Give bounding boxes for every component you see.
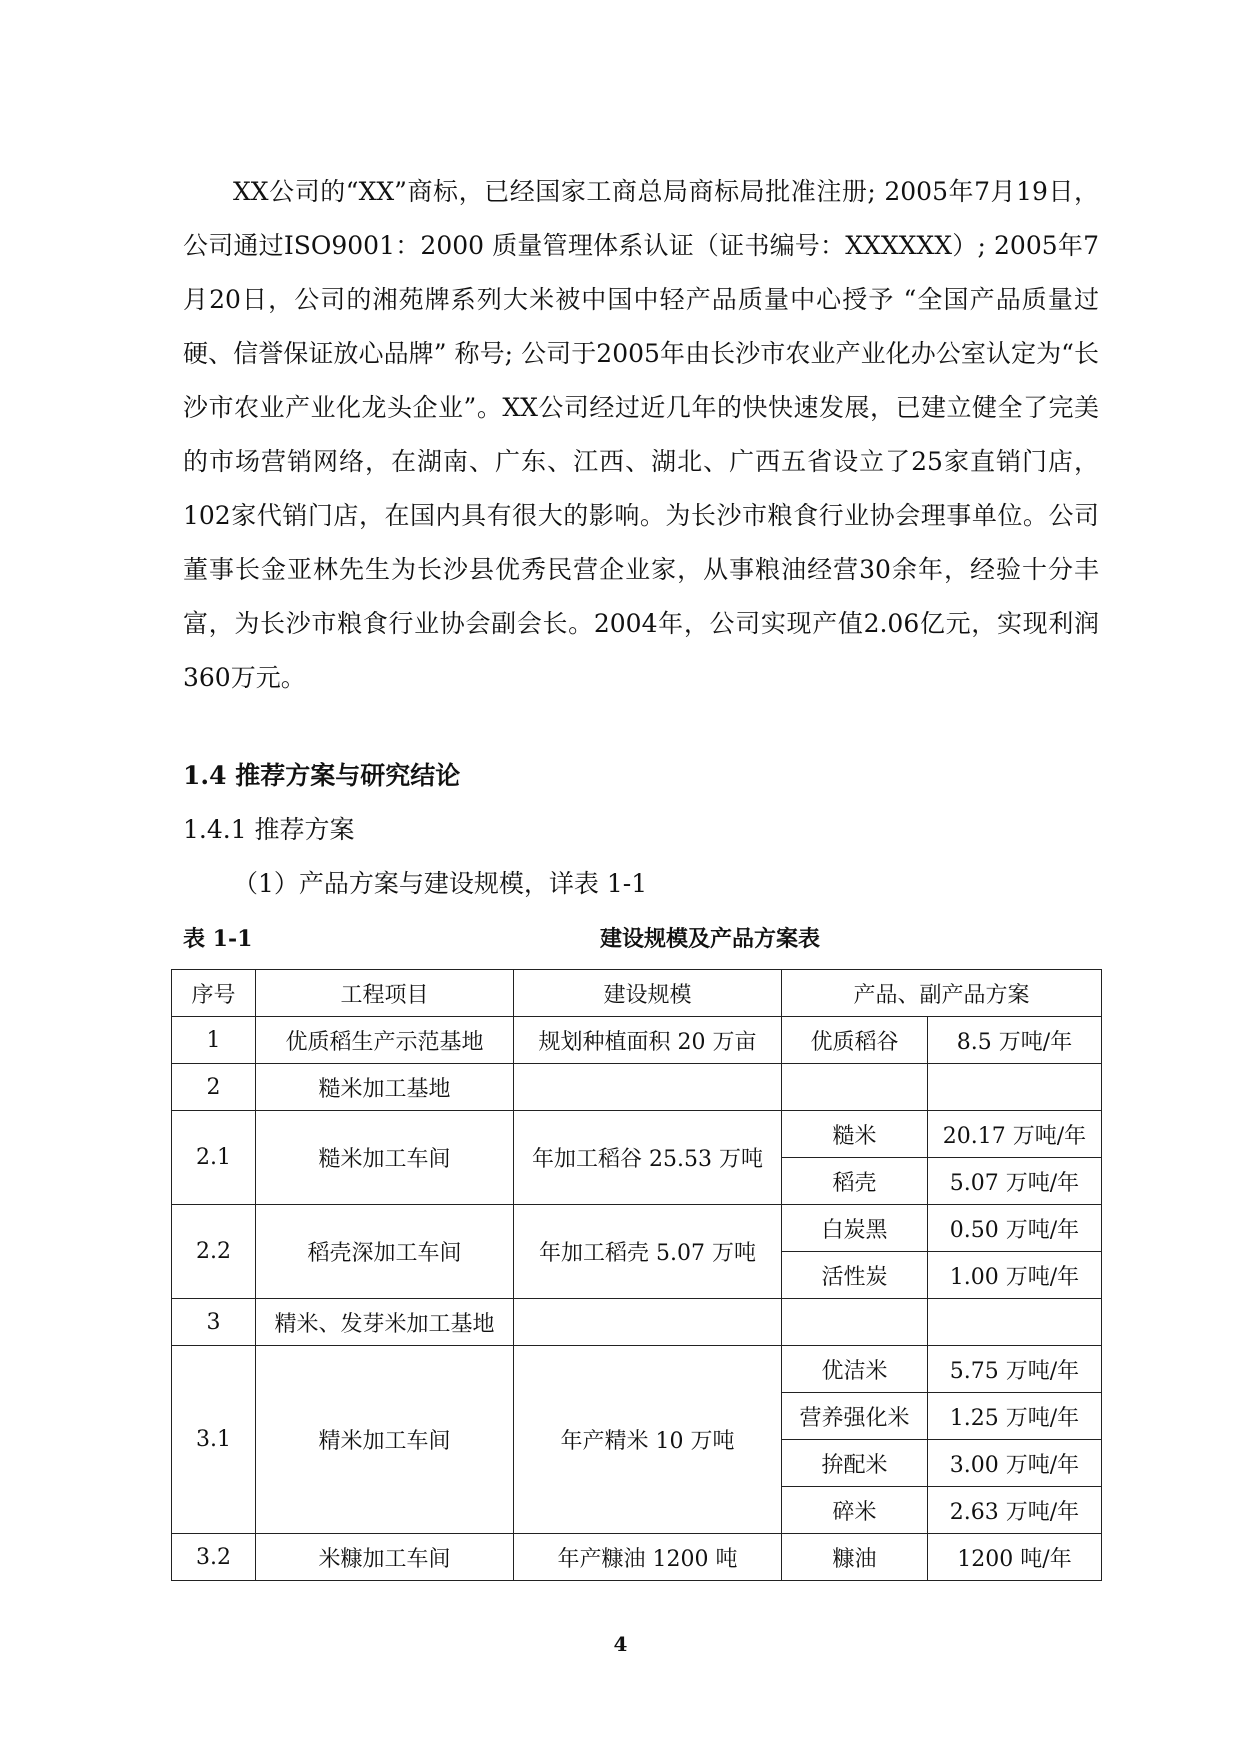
project-cell: 精米加工车间 (256, 1346, 514, 1534)
table-row (172, 1534, 1102, 1581)
product-amount-cell: 20.17 万吨/年 (928, 1111, 1102, 1158)
product-name-cell: 稻壳 (782, 1158, 928, 1205)
project-cell: 优质稻生产示范基地 (256, 1017, 514, 1064)
product-amount-cell (928, 1299, 1102, 1346)
product-name-cell: 营养强化米 (782, 1393, 928, 1440)
product-name-cell (782, 1064, 928, 1111)
product-amount-cell: 1.00 万吨/年 (928, 1252, 1102, 1299)
table-caption-number: 表 1-1 (183, 926, 253, 952)
header-cell: 工程项目 (256, 970, 514, 1017)
table-header-row (172, 970, 1102, 1017)
table-caption-title: 建设规模及产品方案表 (600, 926, 821, 952)
table-row (172, 1111, 1102, 1158)
construction-scale-table (171, 969, 1102, 1581)
subsection-heading: 1.4.1 推荐方案 (183, 815, 355, 844)
product-amount-cell: 2.63 万吨/年 (928, 1487, 1102, 1534)
product-amount-cell: 3.00 万吨/年 (928, 1440, 1102, 1487)
project-cell: 糙米加工车间 (256, 1111, 514, 1205)
product-amount-cell (928, 1064, 1102, 1111)
product-name-cell: 碎米 (782, 1487, 928, 1534)
row-number: 2.1 (172, 1111, 256, 1205)
product-name-cell: 拚配米 (782, 1440, 928, 1487)
table-row (172, 1064, 1102, 1111)
table-row (172, 1299, 1102, 1346)
header-cell: 序号 (172, 970, 256, 1017)
product-amount-cell: 5.07 万吨/年 (928, 1158, 1102, 1205)
table-row (172, 1346, 1102, 1393)
header-cell: 产品、副产品方案 (782, 970, 1102, 1017)
scale-cell: 规划种植面积 20 万亩 (514, 1017, 782, 1064)
header-cell: 建设规模 (514, 970, 782, 1017)
product-name-cell: 活性炭 (782, 1252, 928, 1299)
project-cell: 精米、发芽米加工基地 (256, 1299, 514, 1346)
product-name-cell: 糙米 (782, 1111, 928, 1158)
row-number: 2 (172, 1064, 256, 1111)
product-name-cell: 优质稻谷 (782, 1017, 928, 1064)
product-name-cell: 糠油 (782, 1534, 928, 1581)
scale-cell: 年加工稻谷 25.53 万吨 (514, 1111, 782, 1205)
product-amount-cell: 1.25 万吨/年 (928, 1393, 1102, 1440)
section-heading: 1.4 推荐方案与研究结论 (183, 761, 461, 790)
list-item-1: （1）产品方案与建设规模，详表 1-1 (233, 869, 648, 898)
scale-cell: 年加工稻壳 5.07 万吨 (514, 1205, 782, 1299)
row-number: 3.1 (172, 1346, 256, 1534)
row-number: 2.2 (172, 1205, 256, 1299)
scale-cell: 年产糠油 1200 吨 (514, 1534, 782, 1581)
page-number: 4 (613, 1632, 628, 1656)
product-name-cell: 白炭黑 (782, 1205, 928, 1252)
table-row (172, 1205, 1102, 1252)
product-amount-cell: 1200 吨/年 (928, 1534, 1102, 1581)
project-cell: 稻壳深加工车间 (256, 1205, 514, 1299)
scale-cell (514, 1299, 782, 1346)
scale-cell (514, 1064, 782, 1111)
row-number: 1 (172, 1017, 256, 1064)
table-row (172, 1017, 1102, 1064)
product-name-cell (782, 1299, 928, 1346)
row-number: 3.2 (172, 1534, 256, 1581)
product-amount-cell: 8.5 万吨/年 (928, 1017, 1102, 1064)
project-cell: 米糠加工车间 (256, 1534, 514, 1581)
body-paragraph: XX公司的“XX”商标，已经国家工商总局商标局批准注册; 2005年7月19日，公司通过ISO9001：2000 质量管理体系认证（证书编号：XXXXXX）; 2005年7月20日，公司的湘苑牌系列大米被中国中轻产品质量中心授予 “全国产品质量过硬、信誉保证放心品牌” 称号; 公司于2005年由长沙市农业产业化办公室认定为“长沙市农业产业化龙头企业”。XX公司经过近几年的快快速发展，已建立健全了完美的市场营销网络，在湖南、广东、江西、湖北、广西五省设立了25家直销门店，102家代销门店，在国内具有很大的影响。为长沙市粮食行业协会理事单位。公司董事长金亚林先生为长沙县优秀民营企业家，从事粮油经营30余年，经验十分丰富，为长沙市粮食行业协会副会长。2004年，公司实现产值2.06亿元，实现利润360万元。 (183, 177, 1099, 692)
product-amount-cell: 0.50 万吨/年 (928, 1205, 1102, 1252)
product-name-cell: 优洁米 (782, 1346, 928, 1393)
product-amount-cell: 5.75 万吨/年 (928, 1346, 1102, 1393)
row-number: 3 (172, 1299, 256, 1346)
project-cell: 糙米加工基地 (256, 1064, 514, 1111)
scale-cell: 年产精米 10 万吨 (514, 1346, 782, 1534)
